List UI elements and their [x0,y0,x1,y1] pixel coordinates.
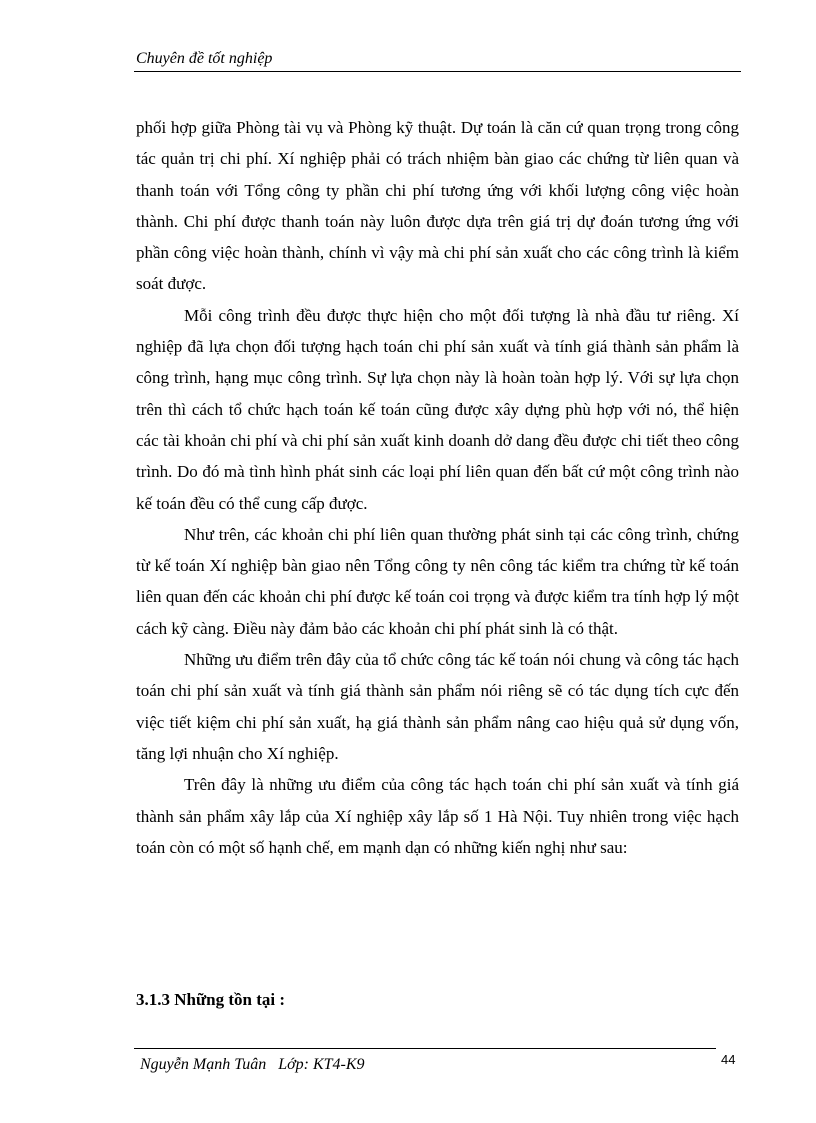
section-heading: 3.1.3 Những tồn tại : [136,990,286,1009]
footer-author: Nguyễn Mạnh Tuân Lớp: KT4-K9 [140,1056,365,1073]
document-body [136,112,739,863]
header-title: Chuyên đề tốt nghiệp [136,50,273,67]
paragraph: phối hợp giữa Phòng tài vụ và Phòng kỹ thuật. Dự toán là căn cứ quan trọng trong công tác quản trị chi phí. Xí nghiệp phải có trách nhiệm bàn giao các chứng từ liên quan và thanh toán với Tổng công ty phần chi phí tương ứng với khối lượng công việc hoàn thành. Chi phí được thanh toán này luôn được dựa trên giá trị dự đoán tương ứng với phần công việc hoàn thành, chính vì vậy mà chi phí sản xuất cho các công trình là kiểm soát được. [136,118,739,294]
paragraph: Những ưu điểm trên đây của tổ chức công tác kế toán nói chung và công tác hạch toán chi phí sản xuất và tính giá thành sản phẩm nói riêng sẽ có tác dụng tích cực đến việc tiết kiệm chi phí sản xuất, hạ giá thành sản phẩm nâng cao hiệu quả sử dụng vốn, tăng lợi nhuận cho Xí nghiệp. [136,650,739,763]
paragraph: Trên đây là những ưu điểm của công tác hạch toán chi phí sản xuất và tính giá thành sản phẩm xây lắp của Xí nghiệp xây lắp số 1 Hà Nội. Tuy nhiên trong việc hạch toán còn có một số hạnh chế, em mạnh dạn có những kiến nghị như sau: [136,775,739,857]
paragraph: Mỗi công trình đều được thực hiện cho một đối tượng là nhà đầu tư riêng. Xí nghiệp đã lựa chọn đối tượng hạch toán chi phí sản xuất và tính giá thành sản phẩm là công trình, hạng mục công trình. Sự lựa chọn này là hoàn toàn hợp lý. Với sự lựa chọn trên thì cách tổ chức hạch toán kế toán cũng được xây dựng phù hợp với nó, thể hiện các tài khoản chi phí và chi phí sản xuất kinh doanh dở dang đều được chi tiết theo công trình. Do đó mà tình hình phát sinh các loại phí liên quan đến bất cứ một công trình nào kế toán đều có thể cung cấp được. [136,305,739,513]
page-number: 44 [721,1052,736,1067]
footer-divider [134,1048,716,1049]
header-divider [134,71,741,72]
paragraph: Như trên, các khoản chi phí liên quan thường phát sinh tại các công trình, chứng từ kế toán Xí nghiệp bàn giao nên Tổng công ty nên công tác kiểm tra chứng từ kế toán liên quan đến các khoản chi phí được kế toán coi trọng và được kiểm tra tính hợp lý một cách kỹ càng. Điều này đảm bảo các khoản chi phí phát sinh là có thật. [136,524,739,638]
